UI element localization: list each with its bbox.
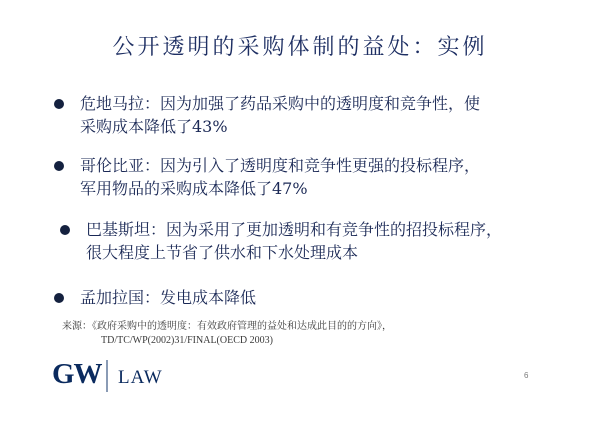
bullet-colombia bbox=[54, 154, 554, 200]
slide-title: 公开透明的采购体制的益处：实例 bbox=[112, 35, 488, 60]
logo-divider bbox=[106, 360, 108, 392]
bullet-pakistan bbox=[60, 218, 560, 264]
bullet-dot-icon bbox=[54, 161, 64, 171]
bullet-line-2: 很大程度上节省了供水和下水处理成本 bbox=[86, 243, 359, 262]
source-note: 来源：《政府采购中的透明度：有效政府管理的益处和达成此目的的方向》， bbox=[62, 321, 392, 332]
bullet-dot-icon bbox=[60, 225, 70, 235]
law-wordmark: LAW bbox=[118, 367, 163, 388]
bullet-line-1: 孟加拉国：发电成本降低 bbox=[80, 288, 257, 307]
bullet-guatemala bbox=[54, 92, 554, 138]
page-number: 6 bbox=[524, 371, 529, 380]
bullet-line-2: 军用物品的采购成本降低了47% bbox=[80, 179, 308, 198]
source-reference: TD/TC/WP(2002)31/FINAL(OECD 2003) bbox=[101, 335, 273, 346]
bullet-bangladesh bbox=[54, 286, 554, 309]
bullet-line-1: 危地马拉：因为加强了药品采购中的透明度和竞争性，使 bbox=[80, 94, 481, 113]
gw-logo: GW bbox=[52, 358, 102, 390]
bullet-line-2: 采购成本降低了43% bbox=[80, 117, 228, 136]
bullet-line-1: 哥伦比亚：因为引入了透明度和竞争性更强的投标程序， bbox=[80, 156, 481, 175]
bullet-line-1: 巴基斯坦：因为采用了更加透明和有竞争性的招投标程序， bbox=[86, 220, 503, 239]
bullet-dot-icon bbox=[54, 293, 64, 303]
bullet-dot-icon bbox=[54, 99, 64, 109]
